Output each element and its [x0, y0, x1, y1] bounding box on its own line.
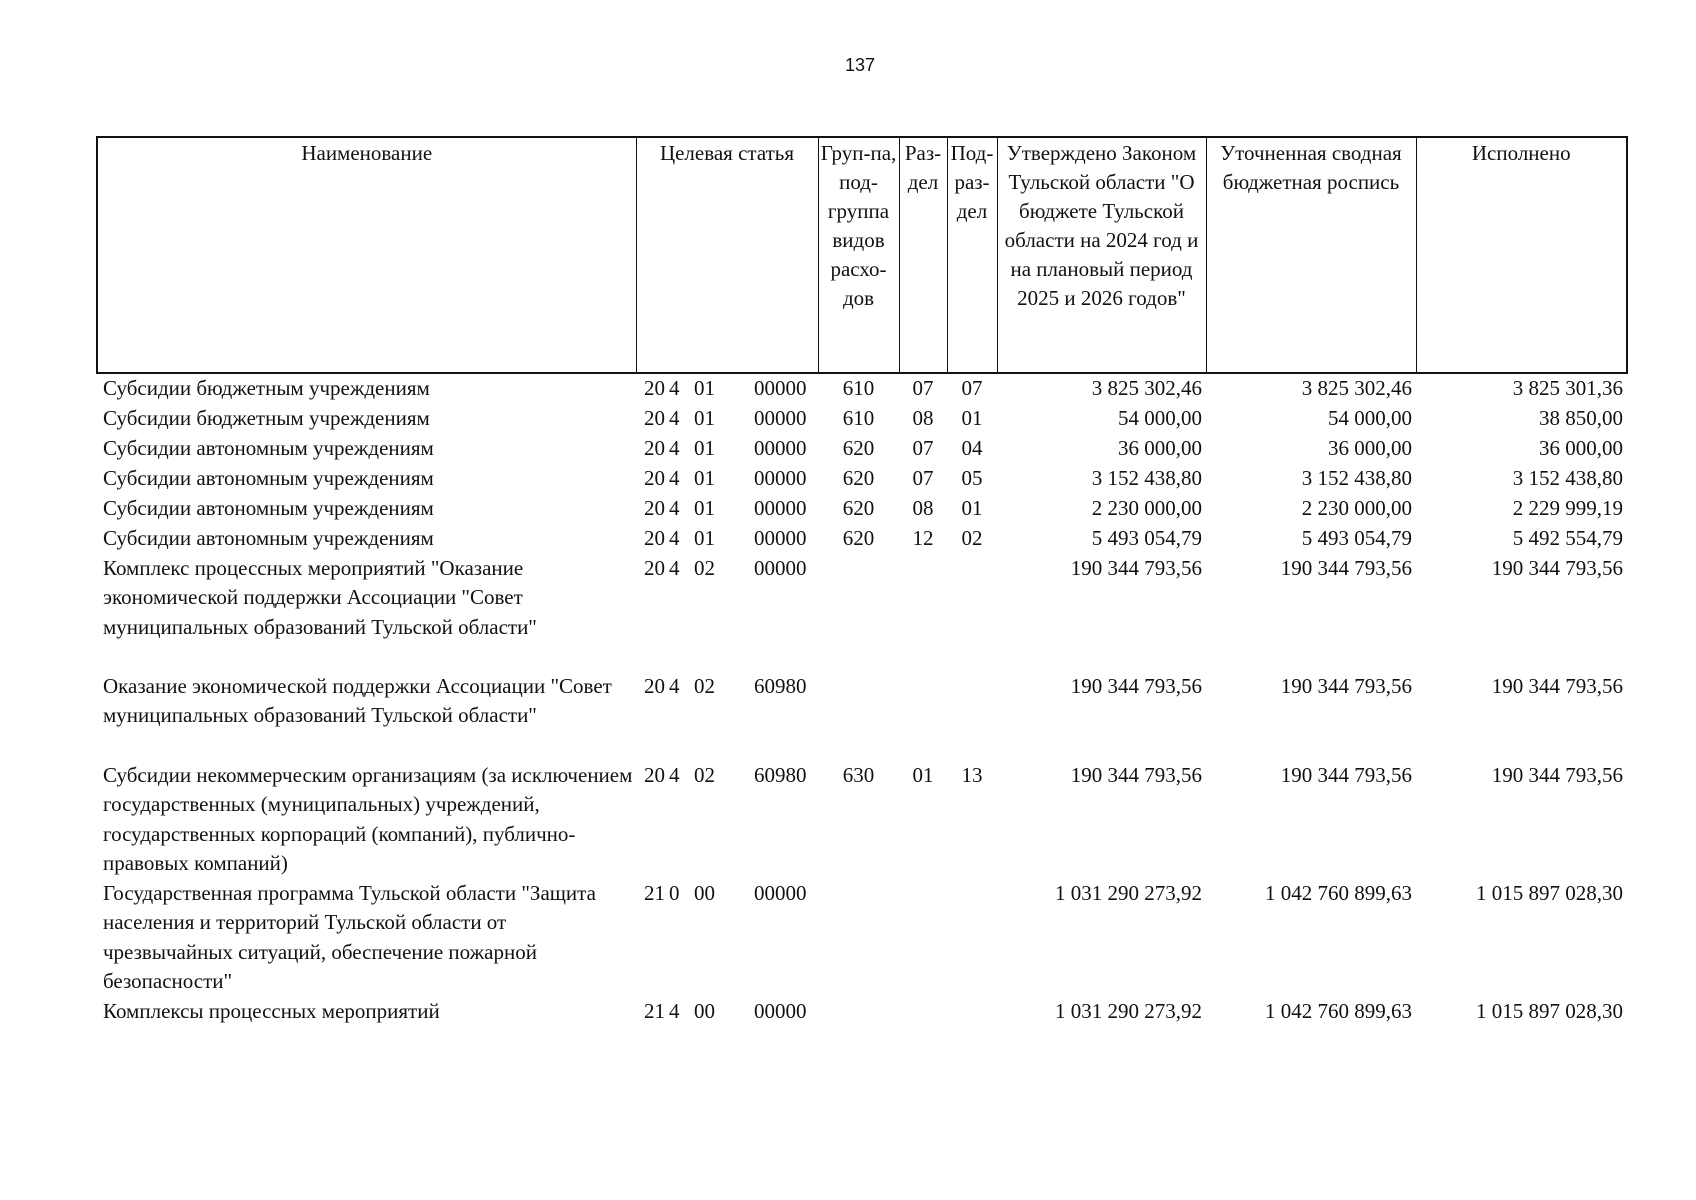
table-row	[97, 464, 1627, 494]
row-refined: 1 042 760 899,63	[1265, 998, 1412, 1023]
row-subsection: 01	[961, 495, 983, 520]
row-approved: 5 493 054,79	[1091, 525, 1202, 550]
row-name: Субсидии бюджетным учреждениям	[103, 376, 430, 400]
row-subsection	[947, 997, 997, 1037]
target-article-part: 00000	[754, 555, 807, 580]
row-approved: 190 344 793,56	[1070, 555, 1202, 580]
target-article-part: 4	[669, 465, 680, 490]
target-article-part: 20	[644, 376, 665, 400]
header-section: Раз-дел	[899, 137, 947, 373]
target-article-part: 00000	[754, 405, 807, 430]
header-expense-group: Груп-па, под-группа видов расхо-дов	[818, 137, 899, 373]
row-executed: 190 344 793,56	[1491, 673, 1623, 698]
target-article-part: 4	[669, 405, 680, 430]
row-approved: 190 344 793,56	[1070, 673, 1202, 698]
target-article-part: 20	[644, 762, 665, 787]
page-number: 137	[844, 55, 876, 75]
row-executed: 190 344 793,56	[1491, 555, 1623, 580]
target-article-part: 4	[669, 525, 680, 550]
row-approved: 190 344 793,56	[1070, 762, 1202, 787]
row-executed: 38 850,00	[1539, 405, 1623, 430]
target-article-part: 20	[644, 495, 665, 520]
table-row	[97, 494, 1627, 524]
row-target-article	[636, 464, 818, 494]
row-section	[899, 554, 947, 672]
row-refined: 3 152 438,80	[1301, 465, 1412, 490]
target-article-part: 20	[644, 673, 665, 698]
row-expense-group: 630	[842, 762, 875, 787]
target-article-part: 21	[644, 880, 665, 905]
target-article-part: 20	[644, 555, 665, 580]
row-section: 12	[912, 525, 934, 550]
target-article-part: 00000	[754, 435, 807, 460]
table-body	[97, 373, 1627, 1037]
row-target-article	[636, 404, 818, 434]
row-approved: 1 031 290 273,92	[1055, 880, 1202, 905]
row-subsection	[947, 672, 997, 761]
row-target-article	[636, 554, 818, 672]
target-article-part: 0	[669, 880, 680, 905]
row-refined: 190 344 793,56	[1280, 673, 1412, 698]
target-article-part: 4	[669, 998, 680, 1023]
table-row	[97, 672, 1627, 761]
table-row	[97, 524, 1627, 554]
row-expense-group: 620	[842, 525, 875, 550]
row-name: Оказание экономической поддержки Ассоциации "Совет муниципальных образований Тульской области"	[103, 673, 612, 727]
target-article-part: 60980	[754, 762, 807, 787]
row-name: Субсидии автономным учреждениям	[103, 465, 434, 490]
row-name: Комплексы процессных мероприятий	[103, 998, 440, 1023]
row-refined: 54 000,00	[1328, 405, 1412, 430]
row-approved: 54 000,00	[1118, 405, 1202, 430]
row-section: 08	[912, 495, 934, 520]
table-row	[97, 997, 1627, 1037]
target-article-part: 02	[694, 555, 715, 580]
row-refined: 190 344 793,56	[1280, 762, 1412, 787]
row-expense-group: 610	[842, 376, 875, 400]
row-name: Государственная программа Тульской области "Защита населения и территорий Тульской области от чрезвычайных ситуаций, обеспечение пожарной безопасности"	[103, 880, 596, 993]
row-section: 07	[912, 465, 934, 490]
target-article-part: 01	[694, 525, 715, 550]
row-subsection: 04	[961, 435, 983, 460]
target-article-part: 02	[694, 673, 715, 698]
row-section	[899, 997, 947, 1037]
header-target-article: Целевая статья	[636, 137, 818, 373]
target-article-part: 4	[669, 435, 680, 460]
row-expense-group: 620	[842, 465, 875, 490]
target-article-part: 01	[694, 495, 715, 520]
header-approved: Утверждено Законом Тульской области "О бюджете Тульской области на 2024 год и на плановый период 2025 и 2026 годов"	[997, 137, 1206, 373]
row-name: Субсидии некоммерческим организациям (за исключением государственных (муниципальных) учреждений, государственных корпораций (компаний), публично-правовых компаний)	[103, 762, 633, 875]
table-row	[97, 434, 1627, 464]
row-refined: 5 493 054,79	[1301, 525, 1412, 550]
target-article-part: 00	[694, 880, 715, 905]
row-executed: 3 825 301,36	[1512, 376, 1623, 400]
row-target-article	[636, 524, 818, 554]
target-article-part: 00000	[754, 525, 807, 550]
row-refined: 2 230 000,00	[1301, 495, 1412, 520]
row-section	[899, 672, 947, 761]
row-expense-group: 620	[842, 495, 875, 520]
row-target-article	[636, 879, 818, 997]
row-name: Субсидии бюджетным учреждениям	[103, 405, 430, 430]
target-article-part: 20	[644, 435, 665, 460]
row-section	[899, 879, 947, 997]
target-article-part: 01	[694, 465, 715, 490]
row-target-article	[636, 373, 818, 404]
row-subsection	[947, 554, 997, 672]
row-target-article	[636, 672, 818, 761]
row-executed: 1 015 897 028,30	[1476, 998, 1623, 1023]
header-subsection: Под-раз-дел	[947, 137, 997, 373]
header-refined: Уточненная сводная бюджетная роспись	[1206, 137, 1416, 373]
row-subsection: 13	[961, 762, 983, 787]
row-approved: 1 031 290 273,92	[1055, 998, 1202, 1023]
row-expense-group: 620	[842, 435, 875, 460]
row-section: 08	[912, 405, 934, 430]
row-approved: 2 230 000,00	[1091, 495, 1202, 520]
row-subsection	[947, 879, 997, 997]
target-article-part: 01	[694, 376, 715, 400]
target-article-part: 4	[669, 555, 680, 580]
row-section: 07	[912, 435, 934, 460]
target-article-part: 20	[644, 405, 665, 430]
row-subsection: 01	[961, 405, 983, 430]
table-row	[97, 761, 1627, 879]
row-executed: 2 229 999,19	[1512, 495, 1623, 520]
row-refined: 36 000,00	[1328, 435, 1412, 460]
target-article-part: 4	[669, 376, 680, 400]
row-approved: 36 000,00	[1118, 435, 1202, 460]
row-approved: 3 152 438,80	[1091, 465, 1202, 490]
row-subsection: 05	[961, 465, 983, 490]
header-executed: Исполнено	[1416, 137, 1627, 373]
target-article-part: 4	[669, 495, 680, 520]
target-article-part: 01	[694, 405, 715, 430]
row-subsection: 02	[961, 525, 983, 550]
row-refined: 190 344 793,56	[1280, 555, 1412, 580]
row-target-article	[636, 761, 818, 879]
target-article-part: 60980	[754, 673, 807, 698]
header-row	[97, 137, 1627, 373]
budget-table	[96, 136, 1628, 1037]
table-row	[97, 554, 1627, 672]
row-expense-group	[818, 554, 899, 672]
row-section: 07	[912, 376, 934, 400]
row-refined: 1 042 760 899,63	[1265, 880, 1412, 905]
row-refined: 3 825 302,46	[1301, 376, 1412, 400]
row-subsection: 07	[961, 376, 983, 400]
row-expense-group	[818, 672, 899, 761]
target-article-part: 00000	[754, 376, 807, 400]
row-executed: 3 152 438,80	[1512, 465, 1623, 490]
row-name: Субсидии автономным учреждениям	[103, 495, 434, 520]
target-article-part: 20	[644, 465, 665, 490]
row-expense-group: 610	[842, 405, 875, 430]
target-article-part: 01	[694, 435, 715, 460]
table-row	[97, 879, 1627, 997]
row-target-article	[636, 434, 818, 464]
target-article-part: 4	[669, 673, 680, 698]
budget-table-wrapper	[96, 136, 1626, 1037]
row-name: Комплекс процессных мероприятий "Оказание экономической поддержки Ассоциации "Совет муниципальных образований Тульской области"	[103, 555, 537, 639]
row-approved: 3 825 302,46	[1091, 376, 1202, 400]
row-target-article	[636, 494, 818, 524]
row-target-article	[636, 997, 818, 1037]
target-article-part: 20	[644, 525, 665, 550]
table-row	[97, 404, 1627, 434]
row-expense-group	[818, 879, 899, 997]
header-name: Наименование	[97, 137, 636, 373]
target-article-part: 00000	[754, 998, 807, 1023]
target-article-part: 02	[694, 762, 715, 787]
target-article-part: 21	[644, 998, 665, 1023]
row-executed: 36 000,00	[1539, 435, 1623, 460]
row-executed: 190 344 793,56	[1491, 762, 1623, 787]
target-article-part: 00000	[754, 880, 807, 905]
target-article-part: 00000	[754, 465, 807, 490]
row-expense-group	[818, 997, 899, 1037]
target-article-part: 4	[669, 762, 680, 787]
target-article-part: 00000	[754, 495, 807, 520]
row-section: 01	[912, 762, 934, 787]
row-name: Субсидии автономным учреждениям	[103, 525, 434, 550]
table-row	[97, 373, 1627, 404]
row-name: Субсидии автономным учреждениям	[103, 435, 434, 460]
row-executed: 5 492 554,79	[1512, 525, 1623, 550]
target-article-part: 00	[694, 998, 715, 1023]
row-executed: 1 015 897 028,30	[1476, 880, 1623, 905]
